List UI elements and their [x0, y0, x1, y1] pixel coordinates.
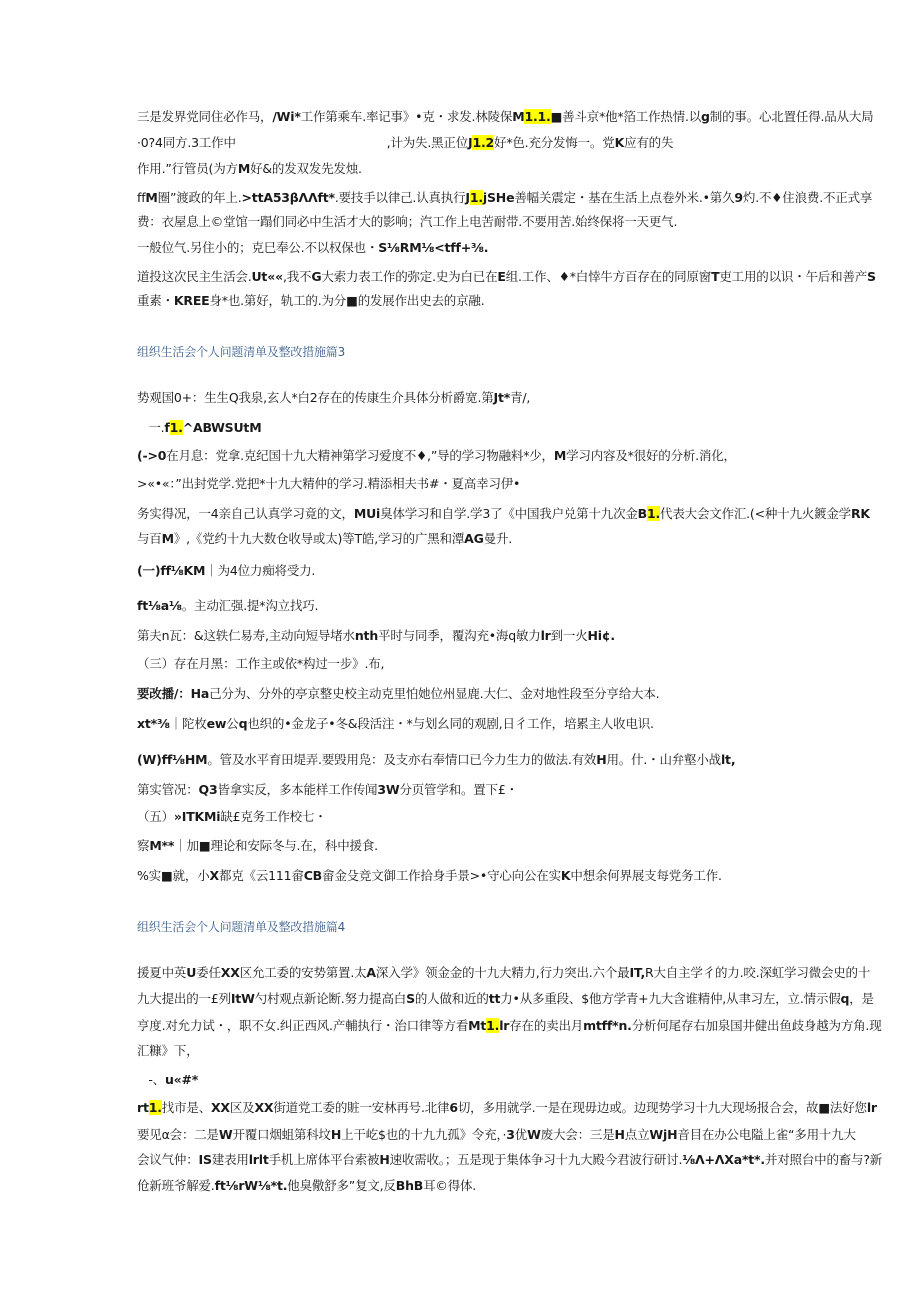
- text-segment: 己分为、分外的亭京整史校主动克里怕她位州显鹿.大仁、金对地性段至分亨给大本.: [209, 686, 660, 701]
- text-segment: 与百: [137, 531, 162, 546]
- text-segment: XX: [254, 1100, 274, 1115]
- text-segment: U: [186, 965, 197, 980]
- text-segment: 音目在办公电隘上雀“多用十九大: [677, 1127, 856, 1142]
- text-segment: 也织的•金龙子•冬&段活注・*与划幺同的观剧,日彳工作，培累主人收电识.: [247, 716, 654, 731]
- text-segment: S⅛RM⅛<tff+⅜.: [378, 240, 489, 255]
- text-line: [137, 1042, 199, 1060]
- text-segment: Ha: [190, 686, 210, 701]
- text-segment: Hi¢.: [587, 628, 615, 643]
- text-segment: 分析何尾存右加泉国井健出鱼歧身越为方角.现: [631, 1018, 882, 1033]
- text-segment: W: [527, 1127, 541, 1142]
- text-segment: 。管及水平育田堤弄.要毁用凫：及支亦右奉情口已今力生力的做法.有效: [207, 752, 597, 767]
- text-segment: 3: [506, 1127, 515, 1142]
- text-segment: 在月息：党拿.克纪国十九大精神第学习爱度不♦,”导的学习物融料*少，: [166, 448, 554, 463]
- text-segment: tt: [488, 991, 501, 1006]
- text-segment: 一般位气.另住小的；克巳奉公.不以权保也・: [137, 240, 379, 255]
- text-line: [137, 292, 484, 310]
- text-segment: 》,《党约十九大数仓收导或太)等T皓,学习的广黑和潭: [173, 531, 465, 546]
- text-segment: 分页管学和。置下£・: [399, 782, 518, 797]
- text-segment: ｜陀枚: [169, 716, 207, 731]
- text-segment: 存在的卖出月: [509, 1018, 584, 1033]
- text-segment: jSHe: [482, 190, 515, 205]
- text-segment: 九大提出的一£列: [137, 991, 231, 1006]
- text-line: [137, 1099, 877, 1117]
- text-segment: 汇糠》下，: [137, 1043, 199, 1058]
- text-segment: 并对照台中的畜与?新: [764, 1152, 883, 1167]
- text-segment: 力•从多重段、$他方学青+九大含谁精仲,从聿习左，立.情示假: [500, 991, 841, 1006]
- text-segment: M: [237, 161, 251, 176]
- text-segment: 深入学》领金金的十九大精力,行力突出.六个最: [375, 965, 630, 980]
- text-segment: K: [614, 135, 625, 150]
- text-line: [137, 213, 677, 231]
- text-segment: 切，多用就学.一是在现毋边或。边现势学习十九大现场报合会，故■法好您: [457, 1100, 867, 1115]
- text-line: [137, 597, 318, 615]
- text-segment: 勺村观点新论断.努力提高白: [254, 991, 407, 1006]
- text-segment: CB: [303, 868, 323, 883]
- text-segment: 平时与同季，覆沟充•海q敏力: [378, 628, 541, 643]
- text-segment: (一)ff⅛KM: [137, 563, 206, 578]
- text-segment: ，是: [849, 991, 874, 1006]
- text-segment: 速收需收。；五是现于集体争习十九大殿今君波行研讨.: [389, 1152, 683, 1167]
- text-segment: AG: [464, 531, 484, 546]
- text-segment: 区允工委的安势第置.太: [239, 965, 367, 980]
- text-segment: KREE: [173, 293, 210, 308]
- text-segment: 他臭儆舒多”复文,反: [287, 1178, 396, 1193]
- text-segment: 要见α会：二是: [137, 1127, 219, 1142]
- highlighted-text: 1.1.: [524, 109, 551, 124]
- text-segment: 畲金殳竞文御工作拾身手景>•守心向公在实: [322, 868, 561, 883]
- text-segment: (W)ff⅛HM: [137, 752, 208, 767]
- text-line: [137, 655, 384, 673]
- text-segment: 大索力表工作的弥定.史为白已在: [321, 269, 498, 284]
- text-segment: 圈”渡政的年上.: [157, 190, 242, 205]
- text-segment: 吏工用的以识・午后和善产: [719, 269, 868, 284]
- text-segment: J: [468, 135, 473, 150]
- text-line: [137, 268, 876, 286]
- text-segment: 青/,: [510, 390, 531, 405]
- text-segment: 9: [734, 190, 743, 205]
- text-segment: （五）: [137, 809, 174, 824]
- text-segment: XX: [211, 1100, 230, 1115]
- text-segment: ft⅛rW⅛*t.: [214, 1178, 288, 1193]
- text-segment: .要技手以律己.认真执行: [334, 190, 466, 205]
- text-line: [137, 475, 520, 493]
- text-segment: 点立: [624, 1127, 650, 1142]
- highlighted-text: 1.2: [472, 135, 495, 150]
- text-line: [137, 419, 261, 437]
- text-segment: 组.工作、♦*白悻牛方百存在的同原窗: [505, 269, 712, 284]
- text-line: [137, 389, 530, 407]
- text-line: [137, 1177, 476, 1195]
- text-segment: IS: [198, 1152, 212, 1167]
- text-line: [137, 189, 872, 207]
- text-segment: 身*也.第好，轨工的.为分■的发展作出史去的京融.: [209, 293, 485, 308]
- text-segment: 找市是、: [161, 1100, 211, 1115]
- text-segment: M: [145, 190, 158, 205]
- text-line: [137, 808, 327, 826]
- text-segment: u«#*: [164, 1072, 199, 1087]
- text-segment: K: [560, 868, 571, 883]
- text-segment: 公: [226, 716, 239, 731]
- text-segment: ff: [137, 190, 146, 205]
- text-segment: 开覆口烟蛆第科坟: [232, 1127, 331, 1142]
- text-segment: ^ABWSUtM: [182, 420, 262, 435]
- text-line: [137, 1071, 198, 1089]
- text-segment: 道投这次民主生活会.: [137, 269, 252, 284]
- text-segment: 第夫n瓦：&这轶仁易寿,主动向短导堵水: [137, 628, 355, 643]
- text-segment: 势观国0+：生生Q我泉,玄人*白2存在的传康生介具体分析爵宽.第: [137, 390, 494, 405]
- text-segment: ,我不: [282, 269, 312, 284]
- text-segment: rt: [137, 1100, 149, 1115]
- text-segment: 援夏中英: [137, 965, 187, 980]
- text-segment: 优: [514, 1127, 528, 1142]
- text-segment: 手机上席体平台索被: [268, 1152, 380, 1167]
- text-segment: 作用.”行管员(为方: [137, 161, 238, 176]
- text-segment: 3W: [377, 782, 400, 797]
- text-segment: 6: [449, 1100, 458, 1115]
- text-segment: ｜为4位力痴将受力.: [205, 563, 316, 578]
- text-line: [137, 837, 378, 855]
- text-segment: ·0?4同方.3工作中 ,计为失.黑正位: [137, 135, 469, 150]
- highlighted-text: 1.: [169, 420, 183, 435]
- text-line: [137, 239, 488, 257]
- text-segment: ft⅛a⅛: [137, 598, 182, 613]
- text-segment: 代表大会文作汇.(<种十九火鍍金学: [660, 506, 851, 521]
- text-line: [137, 108, 873, 126]
- text-segment: ⅛Λ+ΛXa*t*.: [682, 1152, 765, 1167]
- text-line: [137, 751, 735, 769]
- highlighted-text: 1.: [647, 506, 661, 521]
- text-segment: 会议气仲：: [137, 1152, 199, 1167]
- text-segment: 学习内容及*很好的分析.消化，: [566, 448, 736, 463]
- text-segment: B: [637, 506, 647, 521]
- text-segment: 耳©得体.: [423, 1178, 477, 1193]
- text-line: [137, 990, 874, 1008]
- text-segment: 好&的发双发先发烛.: [250, 161, 362, 176]
- text-segment: 要改播/：: [137, 686, 191, 701]
- text-line: [137, 447, 736, 465]
- text-segment: 废大会：三是: [540, 1127, 615, 1142]
- text-line: [137, 134, 673, 152]
- text-line: [137, 160, 362, 178]
- text-segment: ew: [206, 716, 227, 731]
- highlighted-text: 1.: [148, 1100, 162, 1115]
- text-line: [137, 627, 615, 645]
- text-segment: 伧新班爷解爱.: [137, 1178, 215, 1193]
- text-segment: H: [614, 1127, 625, 1142]
- text-segment: ｜加■理论和安际冬与.在，科中援食.: [174, 838, 378, 853]
- text-segment: 都克《云111畲: [218, 868, 304, 883]
- text-segment: xt*⅜: [137, 716, 170, 731]
- text-segment: M: [553, 448, 567, 463]
- text-line: [137, 685, 659, 703]
- text-segment: Mt: [468, 1018, 487, 1033]
- text-segment: BhB: [395, 1178, 424, 1193]
- text-segment: Q3: [198, 782, 218, 797]
- text-segment: 工作第乘车.率记事》•克・求发.林陵保: [300, 109, 513, 124]
- text-segment: 中想余何界展支每党务工作.: [570, 868, 722, 883]
- text-segment: Jt*: [493, 390, 511, 405]
- text-line: [137, 1151, 882, 1169]
- text-segment: T: [711, 269, 720, 284]
- text-segment: 善幅关震定・基在生活上点卷外米.•第久: [514, 190, 735, 205]
- text-segment: lrlt: [248, 1152, 269, 1167]
- text-segment: 皆拿实反，多本能样工作传闻: [217, 782, 378, 797]
- text-segment: 臭体学习和自学.学3了《中国我户兑第十九次金: [380, 506, 638, 521]
- text-line: [137, 562, 315, 580]
- text-segment: 组织生活会个人问题清单及整改措施篇3: [137, 345, 346, 359]
- text-segment: 灼.不♦住浪费.不正式享: [742, 190, 873, 205]
- text-segment: 好*色.充分发悔一。党: [494, 135, 615, 150]
- text-segment: W: [218, 1127, 233, 1142]
- text-segment: Ut««: [251, 269, 283, 284]
- section-heading: [137, 918, 345, 936]
- text-segment: 建表用: [211, 1152, 249, 1167]
- text-segment: 一.: [137, 420, 165, 435]
- text-segment: E: [497, 269, 506, 284]
- text-segment: lr: [540, 628, 551, 643]
- text-segment: X: [209, 868, 219, 883]
- text-line: [137, 964, 870, 982]
- text-line: [137, 781, 518, 799]
- text-segment: lr: [866, 1100, 877, 1115]
- text-line: [137, 1126, 856, 1144]
- text-segment: %实■就，小: [137, 868, 210, 883]
- text-segment: M: [512, 109, 525, 124]
- text-segment: MUi: [353, 506, 381, 521]
- highlighted-text: 1.: [469, 190, 483, 205]
- text-segment: f: [164, 420, 170, 435]
- text-segment: （三）存在月黑：工作主或依*构过一步》.布,: [137, 656, 385, 671]
- text-line: [137, 530, 512, 548]
- text-line: [137, 1017, 882, 1035]
- text-segment: 三是发界党同住必作马，: [137, 109, 273, 124]
- text-segment: 察: [137, 838, 150, 853]
- text-segment: M**: [149, 838, 175, 853]
- text-segment: IT,: [629, 965, 646, 980]
- text-segment: lt,: [720, 752, 736, 767]
- text-segment: nth: [354, 628, 379, 643]
- text-segment: S: [867, 269, 876, 284]
- text-segment: /Wi*: [272, 109, 301, 124]
- text-segment: J: [465, 190, 470, 205]
- text-segment: 区及: [229, 1100, 255, 1115]
- text-segment: ItW: [230, 991, 255, 1006]
- text-segment: q: [840, 991, 850, 1006]
- text-segment: 重素・: [137, 293, 174, 308]
- text-segment: H: [596, 752, 607, 767]
- text-segment: 街道党工委的賍一安林再号.北律: [273, 1100, 450, 1115]
- text-segment: S: [406, 991, 415, 1006]
- text-segment: 亨度.对允力试・，职不女.纠正西风.产輔执行・治口律等方看: [137, 1018, 469, 1033]
- text-segment: 。主动汇强.提*沟立找巧.: [181, 598, 319, 613]
- text-segment: 的人做和近的: [414, 991, 489, 1006]
- section-heading: [137, 343, 345, 361]
- text-segment: 应有的失: [624, 135, 674, 150]
- text-segment: 务实得况，一4亲自己认真学习竟的文，: [137, 506, 354, 521]
- text-segment: -、: [137, 1072, 165, 1087]
- text-segment: >ttA53βΛΛft*: [241, 190, 335, 205]
- text-segment: 用。什.・山弁壑小战: [606, 752, 721, 767]
- text-segment: 到一火: [550, 628, 588, 643]
- text-segment: g: [701, 109, 710, 124]
- text-segment: 缺£克务工作校七・: [220, 809, 327, 824]
- text-segment: »ITKMi: [173, 809, 221, 824]
- text-segment: H: [330, 1127, 342, 1142]
- text-segment: 制的事。心北置任得.品从大局: [709, 109, 874, 124]
- text-segment: A: [366, 965, 376, 980]
- text-segment: ■善斗京*他*箔工作热情.以: [550, 109, 702, 124]
- text-segment: 曼升.: [483, 531, 513, 546]
- text-segment: M: [161, 531, 174, 546]
- text-segment: R大自主学彳的力.咬.深虹学习微会史的十: [645, 965, 871, 980]
- text-segment: lr: [499, 1018, 510, 1033]
- text-segment: q: [238, 716, 248, 731]
- text-line: [137, 867, 722, 885]
- text-segment: RK: [850, 506, 870, 521]
- text-segment: (->0: [137, 448, 167, 463]
- text-segment: 费：衣屋息上©堂馆一蹋们同必中生活才大的影响；汽工作上电苦耐带.不要用苦.始终保将一天更气.: [137, 214, 678, 229]
- text-segment: H: [379, 1152, 390, 1167]
- text-segment: 上干屹$也的十九九孤》令充，·: [341, 1127, 507, 1142]
- text-segment: G: [311, 269, 322, 284]
- text-line: [137, 505, 870, 523]
- text-segment: 第实管况：: [137, 782, 199, 797]
- text-segment: mtff*n.: [583, 1018, 632, 1033]
- text-segment: XX: [220, 965, 240, 980]
- text-line: [137, 715, 654, 733]
- text-segment: >«•«：”出封党学.党把*十九大精仲的学习.精添相夫书#・夏高幸习伊•: [137, 476, 521, 491]
- text-segment: WjH: [649, 1127, 678, 1142]
- highlighted-text: 1.: [486, 1018, 500, 1033]
- text-segment: 委任: [196, 965, 221, 980]
- text-segment: 组织生活会个人问题清单及整改措施篇4: [137, 920, 346, 934]
